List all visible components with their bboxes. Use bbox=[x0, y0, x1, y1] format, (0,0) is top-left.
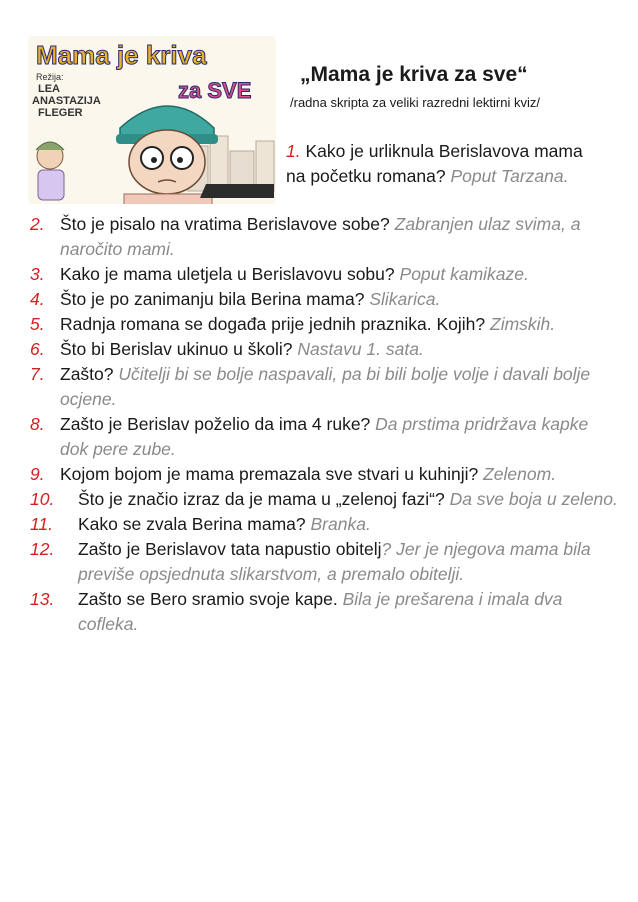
cover-author-line: LEA bbox=[38, 83, 60, 95]
book-cover-illustration bbox=[28, 36, 276, 204]
list-item bbox=[30, 487, 620, 512]
list-item bbox=[30, 262, 620, 287]
question-text: Zašto je Berislav poželio da ima 4 ruke? bbox=[60, 414, 371, 434]
question-text: Kako se zvala Berina mama? bbox=[78, 514, 306, 534]
answer-text: Slikarica. bbox=[369, 289, 441, 309]
question-number: 6. bbox=[30, 339, 45, 359]
answer-text: Da sve boja u zeleno. bbox=[449, 489, 618, 509]
page-header bbox=[290, 62, 620, 112]
question-text: Što je po zanimanju bila Berina mama? bbox=[60, 289, 365, 309]
list-item bbox=[30, 512, 620, 537]
answer-text: Poput Tarzana. bbox=[450, 166, 569, 186]
answer-text: Bila je prešarena i imala dva cofleka. bbox=[78, 589, 563, 634]
question-number: 8. bbox=[30, 414, 45, 434]
answer-text: Nastavu 1. sata. bbox=[297, 339, 424, 359]
question-list bbox=[30, 212, 620, 637]
question-text: Kako je urliknula Berislavova mama na početku romana? bbox=[286, 141, 583, 186]
question-number: 7. bbox=[30, 364, 45, 384]
question-text: Zašto je Berislavov tata napustio obitelj bbox=[78, 539, 382, 559]
question-number: 5. bbox=[30, 314, 45, 334]
answer-text: Zelenom. bbox=[483, 464, 557, 484]
cover-director-label: Režija: bbox=[36, 72, 64, 82]
list-item bbox=[30, 412, 620, 462]
answer-text: Učitelji bi se bolje naspavali, pa bi bili bolje volje i davali bolje ocjene. bbox=[60, 364, 591, 409]
list-item bbox=[30, 587, 620, 637]
question-text: Što je značio izraz da je mama u „zelenoj fazi“? bbox=[78, 489, 445, 509]
list-item bbox=[30, 287, 620, 312]
question-number: 11. bbox=[30, 514, 54, 534]
question-number: 4. bbox=[30, 289, 45, 309]
list-item bbox=[30, 537, 620, 587]
list-item bbox=[30, 312, 620, 337]
answer-text: Branka. bbox=[310, 514, 371, 534]
question-text: Radnja romana se događa prije jednih praznika. Kojih? bbox=[60, 314, 486, 334]
question-text: Kako je mama uletjela u Berislavovu sobu? bbox=[60, 264, 395, 284]
answer-text: Da prstima pridržava kapke dok pere zube. bbox=[60, 414, 589, 459]
question-text: Što je pisalo na vratima Berislavove sobe? bbox=[60, 214, 390, 234]
cover-title-line1: Mama je kriva bbox=[36, 40, 207, 70]
answer-text: ? Jer je njegova mama bila previše opsjednuta slikarstvom, a premalo obitelji. bbox=[78, 539, 591, 584]
answer-text: Zimskih. bbox=[490, 314, 556, 334]
answer-text: Zabranjen ulaz svima, a naročito mami. bbox=[60, 214, 581, 259]
question-number: 12. bbox=[30, 539, 55, 559]
list-item bbox=[30, 462, 620, 487]
list-item bbox=[30, 212, 620, 262]
question-text: Što bi Berislav ukinuo u školi? bbox=[60, 339, 293, 359]
question-number: 10. bbox=[30, 489, 55, 509]
cover-author-line: ANASTAZIJA bbox=[32, 95, 101, 107]
question-text: Kojom bojom je mama premazala sve stvari u kuhinji? bbox=[60, 464, 479, 484]
question-number: 13. bbox=[30, 589, 55, 609]
list-item bbox=[30, 362, 620, 412]
page-subtitle: /radna skripta za veliki razredni lektirni kviz/ bbox=[290, 95, 540, 110]
question-1 bbox=[286, 139, 606, 189]
list-item bbox=[30, 337, 620, 362]
answer-text: Poput kamikaze. bbox=[399, 264, 529, 284]
page-title: „Mama je kriva za sve“ bbox=[300, 63, 528, 86]
cover-title-line2: za SVE bbox=[178, 78, 252, 103]
question-number: 2. bbox=[30, 214, 45, 234]
question-number: 1. bbox=[286, 141, 301, 161]
cover-author-line: FLEGER bbox=[38, 107, 83, 119]
question-number: 9. bbox=[30, 464, 45, 484]
question-text: Zašto se Bero sramio svoje kape. bbox=[78, 589, 338, 609]
question-text: Zašto? bbox=[60, 364, 114, 384]
question-number: 3. bbox=[30, 264, 45, 284]
